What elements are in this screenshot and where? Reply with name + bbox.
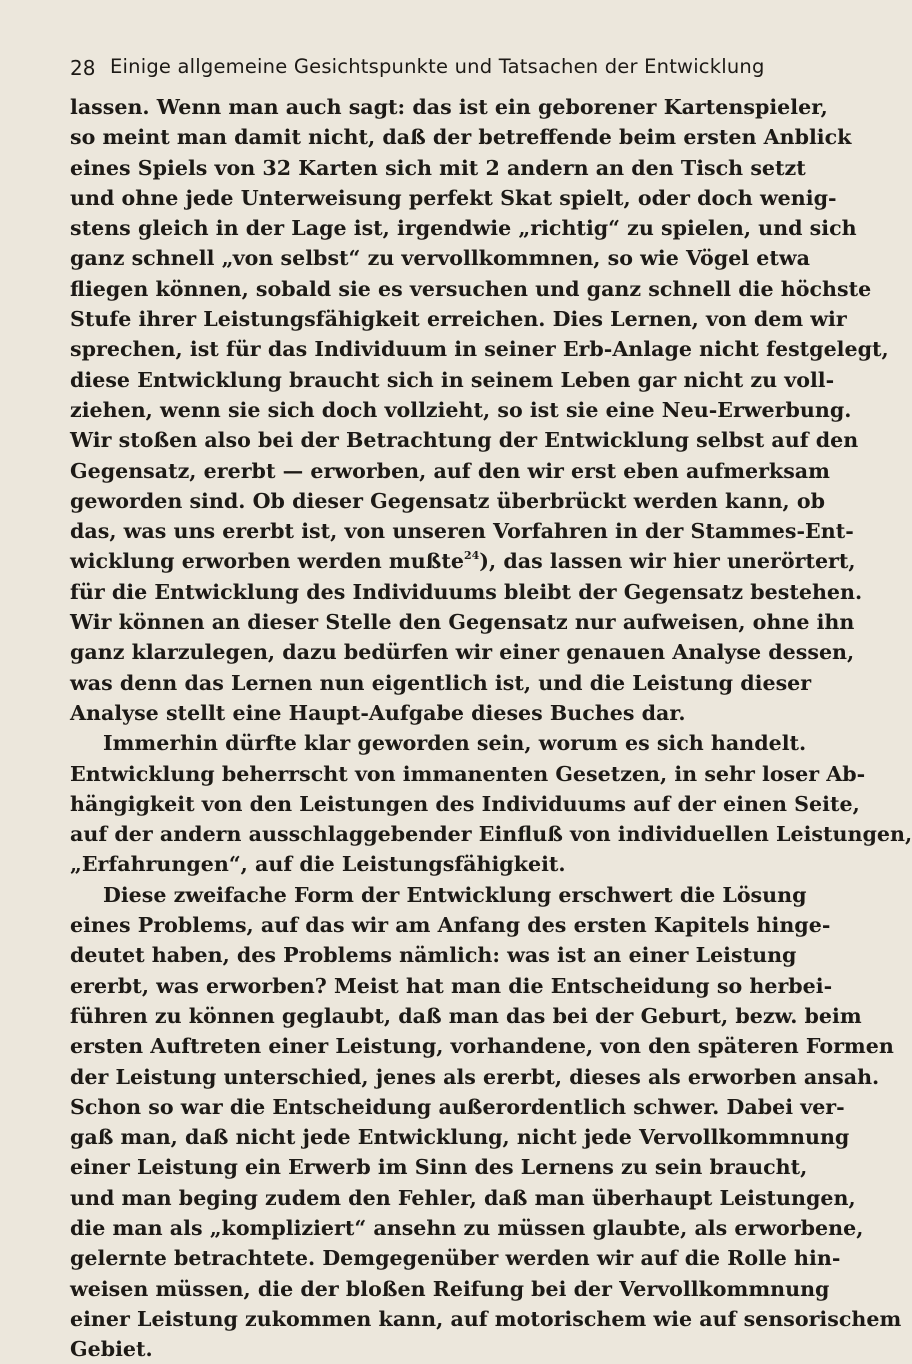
text-line: der Leistung unterschied, jenes als ererbt, dieses als erworben ansah. bbox=[70, 1064, 880, 1089]
text-line: geworden sind. Ob dieser Gegensatz überbrückt werden kann, ob bbox=[70, 488, 826, 513]
text-line: Wir stoßen also bei der Betrachtung der Entwicklung selbst auf den bbox=[70, 428, 859, 453]
text-line: eines Spiels von 32 Karten sich mit 2 andern an den Tisch setzt bbox=[70, 155, 806, 180]
paragraph-2 bbox=[70, 728, 912, 879]
text-line: Analyse stellt eine Haupt-Aufgabe dieses Buches dar. bbox=[70, 700, 686, 725]
body-text bbox=[70, 92, 912, 1364]
text-line: so meint man damit nicht, daß der betreffende beim ersten Anblick bbox=[70, 125, 852, 150]
text-line: ersten Auftreten einer Leistung, vorhandene, von den späteren Formen bbox=[70, 1034, 894, 1059]
text-line: einer Leistung zukommen kann, auf motorischem wie auf sensorischem bbox=[70, 1306, 902, 1331]
text-line: Schon so war die Entscheidung außerordentlich schwer. Dabei ver- bbox=[70, 1094, 845, 1119]
paragraph-3 bbox=[70, 880, 902, 1364]
text-line: stens gleich in der Lage ist, irgendwie „richtig“ zu spielen, und sich bbox=[70, 216, 857, 241]
text-line-footnote: wicklung erworben werden mußte$^{24}$), das lassen wir hier unerörtert, bbox=[70, 549, 856, 574]
text-line: ziehen, wenn sie sich doch vollzieht, so ist sie eine Neu-Erwerbung. bbox=[70, 397, 852, 422]
footnote-reference[interactable]: 24 bbox=[463, 549, 480, 563]
text-line: lassen. Wenn man auch sagt: das ist ein geborener Kartenspieler, bbox=[70, 95, 828, 119]
text-line: Gegensatz, ererbt — erworben, auf den wir erst eben aufmerksam bbox=[70, 458, 830, 483]
text-line: ganz klarzulegen, dazu bedürfen wir einer genauen Analyse dessen, bbox=[70, 640, 855, 665]
text-line: sprechen, ist für das Individuum in seiner Erb-Anlage nicht festgelegt, bbox=[70, 337, 889, 362]
text-line: was denn das Lernen nun eigentlich ist, und die Leistung dieser bbox=[70, 670, 812, 695]
text-line: für die Entwicklung des Individuums bleibt der Gegensatz bestehen. bbox=[70, 579, 863, 604]
text-line: hängigkeit von den Leistungen des Individuums auf der einen Seite, bbox=[70, 791, 860, 816]
text-line: ererbt, was erworben? Meist hat man die Entscheidung so herbei- bbox=[70, 973, 833, 998]
text-line: gaß man, daß nicht jede Entwicklung, nicht jede Vervollkommnung bbox=[70, 1125, 850, 1150]
paragraph-1 bbox=[70, 92, 889, 728]
text-line: und ohne jede Unterweisung perfekt Skat spielt, oder doch wenig- bbox=[70, 185, 837, 210]
text-line: diese Entwicklung braucht sich in seinem Leben gar nicht zu voll- bbox=[70, 367, 835, 392]
text-line: gelernte betrachtete. Demgegenüber werden wir auf die Rolle hin- bbox=[70, 1246, 841, 1271]
text-line: ganz schnell „von selbst“ zu vervollkommnen, so wie Vögel etwa bbox=[70, 246, 810, 271]
text-line: weisen müssen, die der bloßen Reifung bei der Vervollkommnung bbox=[70, 1276, 830, 1301]
text-line: Diese zweifache Form der Entwicklung erschwert die Lösung bbox=[103, 882, 807, 907]
text-line: „Erfahrungen“, auf die Leistungsfähigkeit. bbox=[70, 852, 566, 877]
text-line: deutet haben, des Problems nämlich: was ist an einer Leistung bbox=[70, 943, 797, 968]
text-line: Immerhin dürfte klar geworden sein, worum es sich handelt. bbox=[103, 731, 807, 756]
page-header bbox=[70, 50, 765, 80]
running-title: Einige allgemeine Gesichtspunkte und Tatsachen der Entwicklung bbox=[110, 55, 765, 78]
text-line: die man als „kompliziert“ ansehn zu müssen glaubte, als erworbene, bbox=[70, 1215, 864, 1240]
text-line: Entwicklung beherrscht von immanenten Gesetzen, in sehr loser Ab- bbox=[70, 761, 866, 786]
page-number: 28 bbox=[70, 56, 96, 80]
text-line: eines Problems, auf das wir am Anfang des ersten Kapitels hinge- bbox=[70, 913, 831, 938]
text-line: das, was uns ererbt ist, von unseren Vorfahren in der Stammes-Ent- bbox=[70, 519, 854, 544]
text-line: einer Leistung ein Erwerb im Sinn des Lernens zu sein braucht, bbox=[70, 1155, 808, 1180]
text-line: auf der andern ausschlaggebender Einfluß von individuellen Leistungen, bbox=[70, 822, 912, 847]
text-line: Stufe ihrer Leistungsfähigkeit erreichen. Dies Lernen, von dem wir bbox=[70, 307, 847, 332]
text-line: führen zu können geglaubt, daß man das bei der Geburt, bezw. beim bbox=[70, 1003, 862, 1028]
text-line: Gebiet. bbox=[70, 1337, 153, 1362]
text-line: fliegen können, sobald sie es versuchen und ganz schnell die höchste bbox=[70, 276, 872, 301]
text-line: und man beging zudem den Fehler, daß man überhaupt Leistungen, bbox=[70, 1185, 856, 1210]
text-line: Wir können an dieser Stelle den Gegensatz nur aufweisen, ohne ihn bbox=[70, 610, 855, 635]
